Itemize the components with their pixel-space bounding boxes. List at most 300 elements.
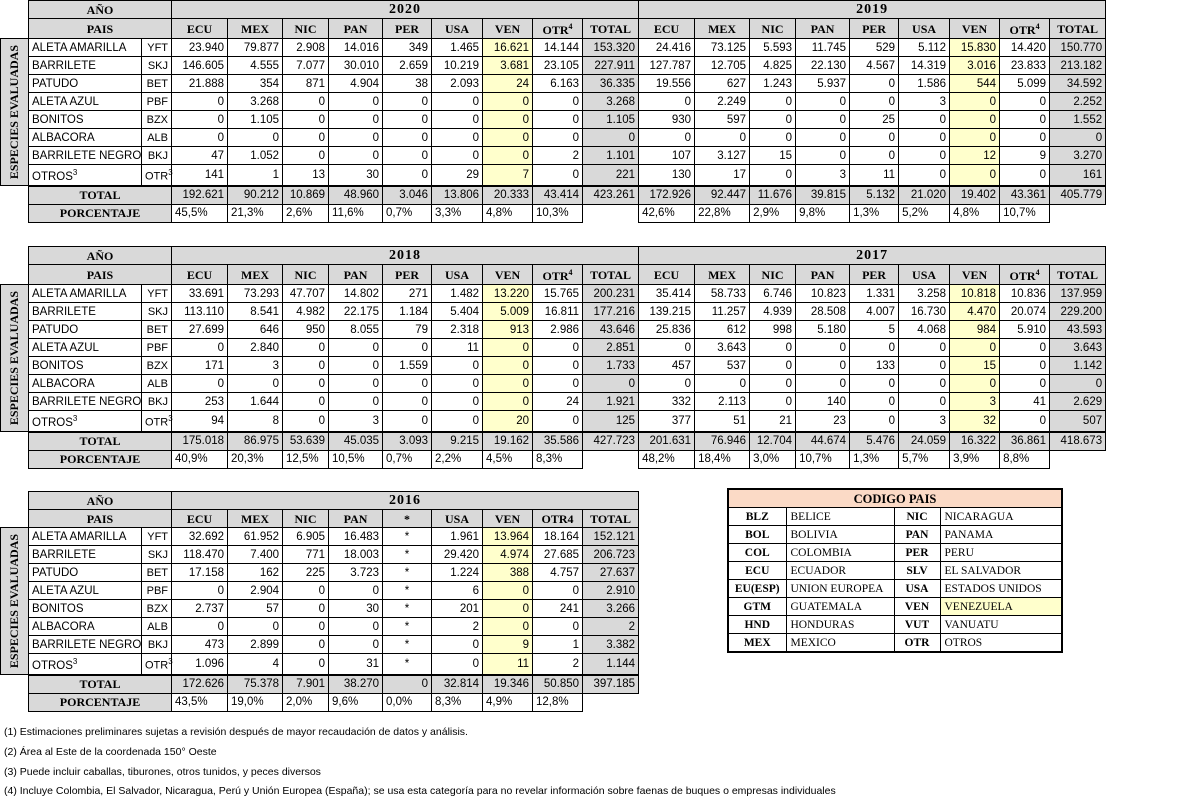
species-name: BARRILETE NEGRO (29, 636, 142, 654)
cell-2016-nic: 0 (283, 582, 329, 600)
cell-2018-total: 2.851 (583, 339, 639, 357)
column-header-per: PER (850, 19, 899, 39)
cell-2017-usa: 3.258 (899, 285, 950, 303)
species-name: BARRILETE NEGRO (29, 393, 142, 411)
cell-2017-pan: 28.508 (796, 303, 850, 321)
cell-2019-usa: 3 (899, 93, 950, 111)
cell-2020-pan: 0 (329, 147, 383, 165)
cell-2018-usa: 0 (432, 411, 483, 432)
cell-2018-nic: 0 (283, 375, 329, 393)
total-2017-ven: 16.322 (950, 432, 1000, 451)
total-2016-otr4: 50.850 (533, 675, 583, 694)
country-code: COL (728, 544, 786, 562)
cell-2019-otr4: 14.420 (1000, 39, 1050, 57)
species-name: ALETA AMARILLA (29, 39, 142, 57)
cell-2017-total: 507 (1050, 411, 1106, 432)
percent-2020-ecu: 45,5% (172, 204, 228, 222)
cell-2016-mex: 0 (228, 618, 283, 636)
column-header-ecu: ECU (172, 19, 228, 39)
cell-2017-mex: 612 (695, 321, 750, 339)
cell-2019-ecu: 930 (639, 111, 695, 129)
species-group-label (1, 39, 29, 186)
cell-2017-pan: 0 (796, 375, 850, 393)
total-2016-na: 0 (383, 675, 432, 694)
cell-2018-otr4: 0 (533, 339, 583, 357)
column-header-per: PER (383, 265, 432, 285)
total-2020-mex: 90.212 (228, 186, 283, 205)
column-header-pan: PAN (796, 19, 850, 39)
cell-2018-ven: 0 (483, 357, 533, 375)
country-code: SLV (894, 562, 940, 580)
country-code-title: CODIGO PAIS (728, 489, 1062, 508)
percent-2017-ecu: 48,2% (639, 450, 695, 468)
total-2020-otr4: 43.414 (533, 186, 583, 205)
cell-2017-ven: 0 (950, 375, 1000, 393)
cell-2019-ecu: 24.416 (639, 39, 695, 57)
cell-2016-ecu: 32.692 (172, 528, 228, 546)
cell-2018-usa: 1.482 (432, 285, 483, 303)
blank-cell (583, 693, 639, 711)
cell-2017-ven: 10.818 (950, 285, 1000, 303)
cell-2017-mex: 537 (695, 357, 750, 375)
cell-2018-ecu: 253 (172, 393, 228, 411)
cell-2016-total: 3.266 (583, 600, 639, 618)
country-name: ECUADOR (786, 562, 894, 580)
cell-2020-nic: 2.908 (283, 39, 329, 57)
percent-2019-otr4: 10,7% (1000, 204, 1050, 222)
blank-cell (1, 1, 29, 19)
cell-2019-total: 1.552 (1050, 111, 1106, 129)
country-code: BLZ (728, 508, 786, 526)
total-2020-ecu: 192.621 (172, 186, 228, 205)
total-2019-ecu: 172.926 (639, 186, 695, 205)
cell-2018-ecu: 0 (172, 375, 228, 393)
species-code: YFT (142, 39, 172, 57)
cell-2016-na: * (383, 654, 432, 675)
footnote-3: (3) Puede incluir caballas, tiburones, otros tunidos, y peces diversos (4, 765, 321, 778)
cell-2016-otr4: 241 (533, 600, 583, 618)
year-header-2016: 2016 (172, 492, 639, 510)
cell-2016-nic: 771 (283, 546, 329, 564)
country-code: OTR (894, 634, 940, 653)
cell-2020-mex: 4.555 (228, 57, 283, 75)
total-2018-total: 427.723 (583, 432, 639, 451)
column-header-ven: VEN (483, 19, 533, 39)
total-2020-ven: 20.333 (483, 186, 533, 205)
cell-2020-usa: 10.219 (432, 57, 483, 75)
cell-2017-per: 0 (850, 393, 899, 411)
cell-2016-usa: 29.420 (432, 546, 483, 564)
cell-2017-nic: 0 (750, 375, 796, 393)
total-2019-per: 5.132 (850, 186, 899, 205)
cell-2018-pan: 0 (329, 357, 383, 375)
species-name: BONITOS (29, 357, 142, 375)
cell-2018-ecu: 27.699 (172, 321, 228, 339)
country-code: ECU (728, 562, 786, 580)
blank-cell (1, 432, 29, 451)
total-2017-total: 418.673 (1050, 432, 1106, 451)
year-header-2018: 2018 (172, 247, 639, 265)
column-header-usa: USA (899, 265, 950, 285)
cell-2017-total: 0 (1050, 375, 1106, 393)
cell-2017-ecu: 332 (639, 393, 695, 411)
cell-2020-otr4: 6.163 (533, 75, 583, 93)
species-name: OTROS$^3$ (29, 165, 142, 186)
cell-2017-otr4: 0 (1000, 339, 1050, 357)
cell-2016-pan: 31 (329, 654, 383, 675)
cell-2019-per: 11 (850, 165, 899, 186)
percent-2017-pan: 10,7% (796, 450, 850, 468)
species-name: PATUDO (29, 321, 142, 339)
cell-2019-nic: 0 (750, 111, 796, 129)
column-header-ecu: ECU (172, 510, 228, 528)
cell-2016-na: * (383, 582, 432, 600)
cell-2018-nic: 0 (283, 393, 329, 411)
cell-2017-usa: 0 (899, 339, 950, 357)
column-header-pan: PAN (329, 510, 383, 528)
species-code: BZX (142, 357, 172, 375)
cell-2019-nic: 4.825 (750, 57, 796, 75)
cell-2020-total: 153.320 (583, 39, 639, 57)
catch-table-2016 (0, 491, 639, 712)
cell-2019-otr4: 5.099 (1000, 75, 1050, 93)
total-2016-nic: 7.901 (283, 675, 329, 694)
cell-2016-otr4: 1 (533, 636, 583, 654)
country-label: PAIS (29, 265, 172, 285)
cell-2018-mex: 8 (228, 411, 283, 432)
total-2018-ecu: 175.018 (172, 432, 228, 451)
total-2018-pan: 45.035 (329, 432, 383, 451)
cell-2018-nic: 4.982 (283, 303, 329, 321)
cell-2017-total: 2.629 (1050, 393, 1106, 411)
cell-2019-pan: 0 (796, 93, 850, 111)
cell-2019-total: 0 (1050, 129, 1106, 147)
cell-2018-nic: 0 (283, 411, 329, 432)
cell-2019-ven: 15.830 (950, 39, 1000, 57)
total-2020-nic: 10.869 (283, 186, 329, 205)
cell-2017-otr4: 20.074 (1000, 303, 1050, 321)
column-header-nic: NIC (283, 19, 329, 39)
cell-2017-otr4: 10.836 (1000, 285, 1050, 303)
species-code: BKJ (142, 393, 172, 411)
cell-2018-per: 1.184 (383, 303, 432, 321)
cell-2020-total: 221 (583, 165, 639, 186)
cell-2018-usa: 0 (432, 393, 483, 411)
species-code: BZX (142, 600, 172, 618)
cell-2016-otr4: 4.757 (533, 564, 583, 582)
column-header-*: * (383, 510, 432, 528)
cell-2018-total: 0 (583, 375, 639, 393)
cell-2016-ven: 0 (483, 618, 533, 636)
column-header-usa: USA (432, 19, 483, 39)
column-header-mex: MEX (695, 19, 750, 39)
cell-2018-ecu: 171 (172, 357, 228, 375)
country-code: NIC (894, 508, 940, 526)
blank-cell (1, 510, 29, 528)
cell-2019-ecu: 19.556 (639, 75, 695, 93)
cell-2020-nic: 13 (283, 165, 329, 186)
cell-2016-otr4: 0 (533, 582, 583, 600)
cell-2016-total: 2 (583, 618, 639, 636)
total-2018-usa: 9.215 (432, 432, 483, 451)
column-header-otr4: OTR$^4$ (1000, 19, 1050, 39)
cell-2017-mex: 3.643 (695, 339, 750, 357)
cell-2017-nic: 0 (750, 339, 796, 357)
cell-2016-na: * (383, 546, 432, 564)
cell-2017-nic: 21 (750, 411, 796, 432)
cell-2016-total: 152.121 (583, 528, 639, 546)
cell-2017-usa: 0 (899, 393, 950, 411)
cell-2020-ven: 7 (483, 165, 533, 186)
species-code: BKJ (142, 636, 172, 654)
cell-2017-usa: 0 (899, 375, 950, 393)
cell-2020-ven: 0 (483, 129, 533, 147)
total-2019-nic: 11.676 (750, 186, 796, 205)
percent-2020-per: 0,7% (383, 204, 432, 222)
percent-2020-nic: 2,6% (283, 204, 329, 222)
cell-2019-ecu: 127.787 (639, 57, 695, 75)
total-2020-total: 423.261 (583, 186, 639, 205)
percent-2020-mex: 21,3% (228, 204, 283, 222)
species-name: ALETA AMARILLA (29, 285, 142, 303)
cell-2018-total: 1.733 (583, 357, 639, 375)
cell-2019-usa: 5.112 (899, 39, 950, 57)
cell-2017-usa: 0 (899, 357, 950, 375)
country-code: MEX (728, 634, 786, 653)
cell-2020-per: 0 (383, 129, 432, 147)
cell-2018-otr4: 24 (533, 393, 583, 411)
cell-2016-total: 2.910 (583, 582, 639, 600)
cell-2017-nic: 4.939 (750, 303, 796, 321)
cell-2018-pan: 0 (329, 339, 383, 357)
cell-2019-ven: 0 (950, 93, 1000, 111)
country-code: PER (894, 544, 940, 562)
column-header-nic: NIC (750, 19, 796, 39)
cell-2020-pan: 0 (329, 93, 383, 111)
cell-2018-total: 200.231 (583, 285, 639, 303)
cell-2016-pan: 30 (329, 600, 383, 618)
cell-2017-ecu: 377 (639, 411, 695, 432)
cell-2020-ven: 0 (483, 147, 533, 165)
cell-2019-pan: 0 (796, 129, 850, 147)
total-2018-ven: 19.162 (483, 432, 533, 451)
cell-2020-ven: 24 (483, 75, 533, 93)
cell-2016-otr4: 2 (533, 654, 583, 675)
cell-2020-ecu: 0 (172, 111, 228, 129)
cell-2019-per: 529 (850, 39, 899, 57)
cell-2018-nic: 0 (283, 339, 329, 357)
percent-label: PORCENTAJE (29, 693, 172, 711)
cell-2020-pan: 30 (329, 165, 383, 186)
cell-2017-otr4: 41 (1000, 393, 1050, 411)
country-name: VANUATU (940, 616, 1062, 634)
cell-2016-ecu: 17.158 (172, 564, 228, 582)
cell-2017-ven: 984 (950, 321, 1000, 339)
catch-table-2018-2017 (0, 246, 1106, 469)
cell-2020-otr4: 0 (533, 93, 583, 111)
blank-cell (1, 19, 29, 39)
country-code: BOL (728, 526, 786, 544)
cell-2020-mex: 1.105 (228, 111, 283, 129)
total-2020-usa: 13.806 (432, 186, 483, 205)
country-code: HND (728, 616, 786, 634)
cell-2016-ecu: 1.096 (172, 654, 228, 675)
cell-2016-na: * (383, 600, 432, 618)
cell-2020-usa: 0 (432, 93, 483, 111)
cell-2018-usa: 2.318 (432, 321, 483, 339)
cell-2020-ven: 0 (483, 93, 533, 111)
cell-2019-ecu: 0 (639, 93, 695, 111)
cell-2018-otr4: 0 (533, 357, 583, 375)
cell-2017-nic: 0 (750, 393, 796, 411)
cell-2020-mex: 0 (228, 129, 283, 147)
cell-2016-mex: 7.400 (228, 546, 283, 564)
cell-2020-mex: 1.052 (228, 147, 283, 165)
cell-2017-usa: 3 (899, 411, 950, 432)
cell-2016-nic: 0 (283, 636, 329, 654)
cell-2017-mex: 51 (695, 411, 750, 432)
cell-2017-total: 3.643 (1050, 339, 1106, 357)
footnote-1: (1) Estimaciones preliminares sujetas a revisión después de mayor recaudación de datos y análisis. (4, 726, 468, 738)
cell-2018-nic: 950 (283, 321, 329, 339)
column-header-usa: USA (432, 510, 483, 528)
cell-2020-ecu: 23.940 (172, 39, 228, 57)
cell-2018-nic: 47.707 (283, 285, 329, 303)
blank-cell (1050, 450, 1106, 468)
cell-2019-total: 213.182 (1050, 57, 1106, 75)
cell-2020-total: 0 (583, 129, 639, 147)
column-header-otr4: OTR4 (533, 510, 583, 528)
cell-2019-per: 0 (850, 129, 899, 147)
cell-2018-ven: 20 (483, 411, 533, 432)
cell-2016-usa: 0 (432, 636, 483, 654)
species-code: YFT (142, 528, 172, 546)
cell-2020-ecu: 21.888 (172, 75, 228, 93)
country-name: MEXICO (786, 634, 894, 653)
species-name: ALBACORA (29, 618, 142, 636)
species-name: PATUDO (29, 75, 142, 93)
column-header-mex: MEX (695, 265, 750, 285)
total-2018-per: 3.093 (383, 432, 432, 451)
cell-2020-ven: 0 (483, 111, 533, 129)
cell-2017-ven: 32 (950, 411, 1000, 432)
cell-2017-nic: 998 (750, 321, 796, 339)
cell-2019-mex: 73.125 (695, 39, 750, 57)
year-label: AÑO (29, 492, 172, 510)
cell-2020-ecu: 141 (172, 165, 228, 186)
cell-2020-otr4: 0 (533, 111, 583, 129)
percent-2017-per: 1,3% (850, 450, 899, 468)
cell-2017-per: 5 (850, 321, 899, 339)
cell-2020-otr4: 2 (533, 147, 583, 165)
cell-2020-per: 0 (383, 165, 432, 186)
cell-2016-nic: 6.905 (283, 528, 329, 546)
cell-2017-otr4: 0 (1000, 375, 1050, 393)
cell-2019-ecu: 107 (639, 147, 695, 165)
total-2019-mex: 92.447 (695, 186, 750, 205)
cell-2016-mex: 4 (228, 654, 283, 675)
cell-2019-pan: 0 (796, 111, 850, 129)
cell-2020-total: 36.335 (583, 75, 639, 93)
cell-2020-per: 2.659 (383, 57, 432, 75)
species-name: ALBACORA (29, 129, 142, 147)
column-header-mex: MEX (228, 19, 283, 39)
cell-2017-pan: 10.823 (796, 285, 850, 303)
species-code: PBF (142, 582, 172, 600)
total-2018-otr4: 35.586 (533, 432, 583, 451)
cell-2020-per: 0 (383, 111, 432, 129)
column-header-ven: VEN (483, 510, 533, 528)
country-name: HONDURAS (786, 616, 894, 634)
cell-2017-per: 1.331 (850, 285, 899, 303)
column-header-total: TOTAL (1050, 19, 1106, 39)
species-code: BZX (142, 111, 172, 129)
cell-2016-nic: 225 (283, 564, 329, 582)
blank-cell (583, 450, 639, 468)
cell-2016-pan: 0 (329, 636, 383, 654)
cell-2020-otr4: 14.144 (533, 39, 583, 57)
cell-2017-otr4: 0 (1000, 357, 1050, 375)
column-header-ecu: ECU (639, 19, 695, 39)
blank-cell (1, 186, 29, 205)
cell-2016-ecu: 2.737 (172, 600, 228, 618)
percent-2019-ven: 4,8% (950, 204, 1000, 222)
cell-2017-ven: 0 (950, 339, 1000, 357)
cell-2018-pan: 0 (329, 375, 383, 393)
total-2018-nic: 53.639 (283, 432, 329, 451)
total-2016-ecu: 172.626 (172, 675, 228, 694)
cell-2017-otr4: 0 (1000, 411, 1050, 432)
cell-2016-nic: 0 (283, 600, 329, 618)
column-header-total: TOTAL (1050, 265, 1106, 285)
species-group-text: ESPECIES EVALUADAS (7, 45, 21, 180)
cell-2019-otr4: 9 (1000, 147, 1050, 165)
column-header-otr4: OTR$^4$ (1000, 265, 1050, 285)
cell-2018-mex: 2.840 (228, 339, 283, 357)
percent-2016-pan: 9,6% (329, 693, 383, 711)
species-code: BKJ (142, 147, 172, 165)
cell-2019-otr4: 23.833 (1000, 57, 1050, 75)
percent-2019-pan: 9,8% (796, 204, 850, 222)
cell-2017-mex: 11.257 (695, 303, 750, 321)
blank-cell (1, 204, 29, 222)
cell-2017-ven: 4.470 (950, 303, 1000, 321)
cell-2017-mex: 2.113 (695, 393, 750, 411)
year-label: AÑO (29, 1, 172, 19)
cell-2019-pan: 0 (796, 147, 850, 165)
cell-2019-ven: 12 (950, 147, 1000, 165)
percent-2018-usa: 2,2% (432, 450, 483, 468)
cell-2020-mex: 3.268 (228, 93, 283, 111)
cell-2018-usa: 5.404 (432, 303, 483, 321)
cell-2019-per: 25 (850, 111, 899, 129)
cell-2016-nic: 0 (283, 618, 329, 636)
cell-2019-mex: 12.705 (695, 57, 750, 75)
percent-2017-nic: 3,0% (750, 450, 796, 468)
cell-2016-mex: 162 (228, 564, 283, 582)
cell-2018-mex: 0 (228, 375, 283, 393)
cell-2017-ecu: 139.215 (639, 303, 695, 321)
cell-2018-ven: 0 (483, 375, 533, 393)
cell-2019-per: 0 (850, 93, 899, 111)
cell-2018-per: 0 (383, 393, 432, 411)
country-name: PERU (940, 544, 1062, 562)
cell-2017-usa: 16.730 (899, 303, 950, 321)
species-name: ALETA AZUL (29, 93, 142, 111)
cell-2016-total: 206.723 (583, 546, 639, 564)
cell-2017-pan: 0 (796, 357, 850, 375)
total-2019-usa: 21.020 (899, 186, 950, 205)
